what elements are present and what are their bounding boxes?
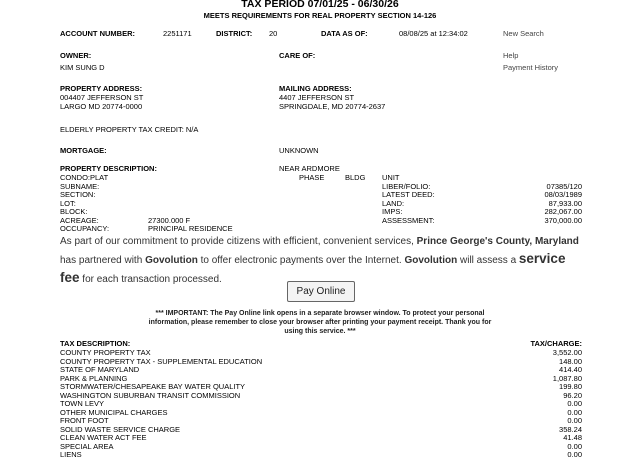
promo-govolution-2: Govolution <box>404 255 458 266</box>
tax-description: STATE OF MARYLAND <box>60 365 140 374</box>
mailing-address-line1: 4407 JEFFERSON ST <box>279 93 355 102</box>
account-number-label: ACCOUNT NUMBER: <box>60 29 135 38</box>
promo-text-3: to offer electronic payments over the Internet. <box>197 255 405 266</box>
table-row <box>60 392 582 401</box>
tax-period-title: TAX PERIOD 07/01/25 - 06/30/26 <box>241 0 399 10</box>
data-as-of-label: DATA AS OF: <box>321 29 368 38</box>
mortgage-value: UNKNOWN <box>279 146 319 155</box>
table-row <box>60 409 582 418</box>
tax-description: FRONT FOOT <box>60 416 109 425</box>
care-of-label: CARE OF: <box>279 51 316 60</box>
tax-amount: 96.20 <box>563 390 582 400</box>
tax-description: COUNTY PROPERTY TAX <box>60 348 151 357</box>
tax-description: COUNTY PROPERTY TAX - SUPPLEMENTAL EDUCATION <box>60 356 263 366</box>
tax-description: LIENS <box>60 450 82 459</box>
mailing-address-line2: SPRINGDALE, MD 20774-2637 <box>279 102 386 111</box>
pay-online-button[interactable]: Pay Online <box>287 281 355 302</box>
district-label: DISTRICT: <box>216 29 253 38</box>
bldg-label: BLDG <box>345 173 366 182</box>
promo-text-5: for each transaction processed. <box>79 274 222 285</box>
promo-govolution-1: Govolution <box>145 255 198 266</box>
tax-description: OTHER MUNICIPAL CHARGES <box>60 407 168 417</box>
block-label: BLOCK: <box>60 207 88 216</box>
govolution-promo <box>60 233 580 288</box>
owner-value: KIM SUNG D <box>60 63 105 72</box>
tax-amount: 199.80 <box>559 382 582 391</box>
tax-amount: 148.00 <box>559 356 582 366</box>
tax-description: WASHINGTON SUBURBAN TRANSIT COMMISSION <box>60 390 241 400</box>
land-label: LAND: <box>382 199 405 208</box>
payment-history-link[interactable]: Payment History <box>503 63 559 72</box>
property-address-line1: 004407 JEFFERSON ST <box>60 93 144 102</box>
liber-folio-label: LIBER/FOLIO: <box>382 182 431 191</box>
tax-description: STORMWATER/CHESAPEAKE BAY WATER QUALITY <box>60 382 246 391</box>
lot-label: LOT: <box>60 199 76 208</box>
table-row <box>60 434 582 443</box>
acreage-label: ACREAGE: <box>60 216 99 225</box>
tax-description-header: TAX DESCRIPTION: <box>60 339 131 348</box>
table-row <box>60 366 582 375</box>
imps-value: 282,067.00 <box>544 207 582 216</box>
latest-deed-value: 08/03/1989 <box>544 190 582 199</box>
tax-amount: 1,087.80 <box>552 373 582 383</box>
tax-amount: 41.48 <box>563 433 582 442</box>
tax-charge-header: TAX/CHARGE: <box>530 339 582 348</box>
acreage-value: 27300.000 F <box>148 216 191 225</box>
liber-folio-value: 07385/120 <box>546 182 582 191</box>
condo-plat-label: CONDO:PLAT <box>60 173 109 182</box>
table-row <box>60 443 582 452</box>
tax-amount: 0.00 <box>567 407 582 417</box>
tax-amount: 3,552.00 <box>552 348 582 357</box>
mortgage-label: MORTGAGE: <box>60 146 107 155</box>
occupancy-label: OCCUPANCY: <box>60 224 110 233</box>
data-as-of-value: 08/08/25 at 12:34:02 <box>399 29 468 38</box>
land-value: 87,933.00 <box>548 199 582 208</box>
occupancy-value: PRINCIPAL RESIDENCE <box>148 224 233 233</box>
tax-amount: 0.00 <box>567 450 582 459</box>
tax-amount: 0.00 <box>567 399 582 408</box>
pay-online-notice: *** IMPORTANT: The Pay Online link opens in a separate browser window. To protect your personal information, please remember to close your browser after printing your payment receipt. Thank you for using this service. *** <box>148 310 492 335</box>
tax-description: SOLID WASTE SERVICE CHARGE <box>60 424 181 434</box>
tax-amount: 0.00 <box>567 416 582 425</box>
imps-label: IMPS: <box>382 207 403 216</box>
help-link[interactable]: Help <box>503 51 519 60</box>
phase-label: PHASE <box>299 173 325 182</box>
promo-text-4: will assess a <box>457 255 519 266</box>
promo-text-2: has partnered with <box>60 255 146 266</box>
tax-amount: 0.00 <box>567 441 582 451</box>
assessment-value: 370,000.00 <box>544 216 582 225</box>
promo-service-fee: service fee <box>60 251 566 285</box>
latest-deed-label: LATEST DEED: <box>382 190 435 199</box>
property-description-value: NEAR ARDMORE <box>279 164 340 173</box>
requirements-subtitle: MEETS REQUIREMENTS FOR REAL PROPERTY SECTION 14-126 <box>203 11 437 20</box>
section-label: SECTION: <box>60 190 96 199</box>
mailing-address-label: MAILING ADDRESS: <box>279 84 352 93</box>
unit-label: UNIT <box>382 173 400 182</box>
table-row <box>60 451 582 460</box>
owner-label: OWNER: <box>60 51 92 60</box>
promo-county: Prince George's County, Maryland <box>416 236 579 247</box>
subname-label: SUBNAME: <box>60 182 100 191</box>
assessment-label: ASSESSMENT: <box>382 216 435 225</box>
tax-description: PARK & PLANNING <box>60 373 128 383</box>
tax-description: TOWN LEVY <box>60 399 105 408</box>
account-number-value: 2251171 <box>163 29 192 38</box>
property-description-label: PROPERTY DESCRIPTION: <box>60 164 157 173</box>
tax-amount: 414.40 <box>559 365 582 374</box>
property-address-line2: LARGO MD 20774-0000 <box>60 102 143 111</box>
property-address-label: PROPERTY ADDRESS: <box>60 84 143 93</box>
new-search-link[interactable]: New Search <box>503 29 544 38</box>
tax-description: SPECIAL AREA <box>60 441 114 451</box>
elderly-credit: ELDERLY PROPERTY TAX CREDIT: N/A <box>60 125 199 134</box>
tax-description: CLEAN WATER ACT FEE <box>60 433 147 442</box>
promo-text-1: As part of our commitment to provide citizens with efficient, convenient services, <box>60 236 417 247</box>
district-value: 20 <box>269 29 278 38</box>
tax-amount: 358.24 <box>559 424 582 434</box>
